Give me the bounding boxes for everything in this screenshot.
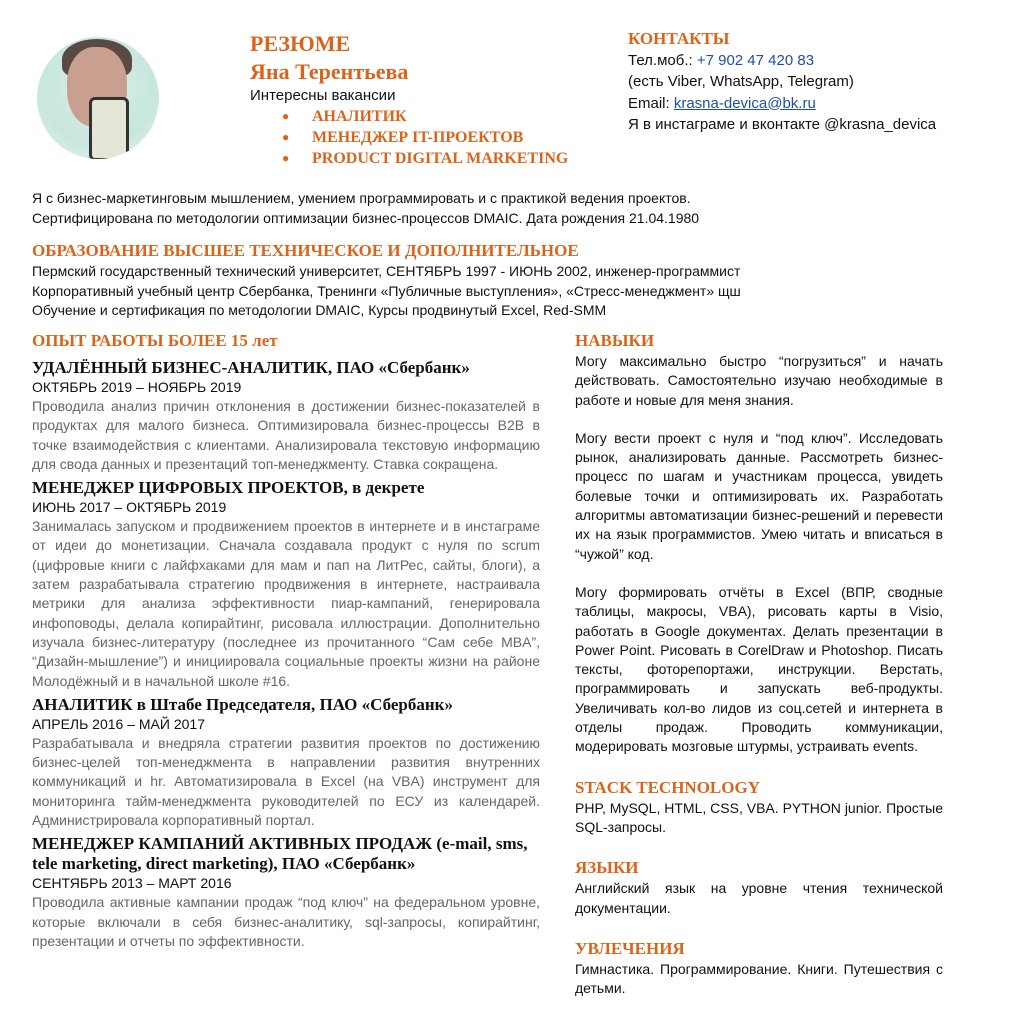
vacancy-item: ● PRODUCT DIGITAL MARKETING [250,148,568,169]
languages-title: ЯЗЫКИ [575,858,639,878]
job [32,358,540,474]
education-item: Обучение и сертификация по методологии DMAIC, Курсы продвинутый Excel, Red-SMM [32,302,607,318]
experience [32,330,540,951]
social: Я в инстаграме и вконтакте @krasna_devica [628,116,937,133]
skills-title: НАВЫКИ [575,331,655,350]
job-title: УДАЛЁННЫЙ БИЗНЕС-АНАЛИТИК, ПАО «Сбербанк» [32,358,470,377]
job-description: Проводила активные кампании продаж “под ключ” на федеральном уровне, которые включали в себя бизнес-аналитику, sql-запросы, копирайтинг, презентации и отчеты по эффективности. [32,894,540,949]
email-link[interactable]: krasna-devica@bk.ru [673,94,816,112]
education-item: Корпоративный учебный центр Сбербанка, Тренинги «Публичные выступления», «Стресс-менеджмент» щш [32,282,741,299]
phone-label: Тел.моб.: [628,51,697,69]
resume-title: РЕЗЮМЕ [250,31,351,56]
education [32,240,741,321]
education-title: ОБРАЗОВАНИЕ ВЫСШЕЕ ТЕХНИЧЕСКОЕ И ДОПОЛНИТЕЛЬНОЕ [32,241,579,260]
profile-photo [37,37,159,159]
skills-paragraph: Могу вести проект с нуля и “под ключ”. Исследовать рынок, анализировать данные. Рассмотреть бизнес-процесс по шагам и участникам процесса, увидеть болевые точки и оптимизировать их. Разработать алгоритмы автоматизации бизнес-решений и перевести их на язык программистов. Умею читать и вписаться в “чужой” код. [575,429,943,562]
job [32,834,540,951]
vacancies-label: Интересны вакансии [250,87,396,104]
job-date: СЕНТЯБРЬ 2013 – МАРТ 2016 [32,875,232,892]
experience-title: ОПЫТ РАБОТЫ БОЛЕЕ 15 лет [32,331,278,350]
contacts-title: КОНТАКТЫ [628,29,730,48]
education-item: Пермский государственный технический университет, СЕНТЯБРЬ 1997 - ИЮНЬ 2002, инженер-программист [32,263,741,279]
job-description: Проводила анализ причин отклонения в достижении бизнес-показателей в продуктах для малого бизнеса. Оптимизировала бизнес-процессы B2B в точке взаимодействия с клиентами. Анализировала текстовую информацию для свода данных и презентаций топ-менеджменту. Ставка сокращена. [32,398,540,472]
vacancy-item: ● АНАЛИТИК [250,106,568,127]
header [250,30,568,169]
person-name: Яна Терентьева [250,59,409,84]
job [32,695,540,830]
skills-paragraph: Могу максимально быстро “погрузиться” и начать действовать. Самостоятельно изучаю необходимые в работе и новые для меня знания. [575,353,943,408]
email-label: Email: [628,94,674,112]
job-date: ИЮНЬ 2017 – ОКТЯБРЬ 2019 [32,499,227,516]
contacts [628,28,936,136]
job-description: Занималась запуском и продвижением проектов в интернете и в инстаграме от идеи до монетизации. Сначала создавала продукт с нуля по scrum (цифровые книги с лайфхаками для мам и пап на ЛитРес, сайты, блоги), а затем разрабатывала стратегию продвижения в интернете, настраивала метрики для анализа эффективности пиар-кампаний, генерировала инфоповоды, делала копирайтинг, рисовала иллюстрации. Дополнительно изучала бизнес-литературу (последнее из прочитанного “Сам себе MBA”, “Дизайн-мышление”) и инициировала социальные проекты жизни на районе Молодёжный и в начальной школе #16. [32,518,540,689]
stack-title: STACK TECHNOLOGY [575,777,760,797]
job-description: Разрабатывала и внедряла стратегии развития проектов по достижению бизнес-целей топ-менеджмента в направлении развития внутренних коммуникаций и hr. Автоматизировала в Excel (на VBA) инструмент для мониторинга тайм-менеджмента руководителей по ЕСУ из календарей. Администрировала корпоративный портал. [32,734,540,829]
job-title: МЕНЕДЖЕР ЦИФРОВЫХ ПРОЕКТОВ, в декрете [32,478,425,498]
languages-text: Английский язык на уровне чтения технической документации. [575,880,943,916]
job-title: АНАЛИТИК в Штабе Председателя, ПАО «Сбербанк» [32,694,453,714]
stack-text: PHP, MySQL, HTML, CSS, VBA. PYTHON junior. Простые SQL-запросы. [575,799,943,835]
intro [32,189,699,228]
phone-image [89,97,129,159]
job-date: АПРЕЛЬ 2016 – МАЙ 2017 [32,715,205,732]
job-title: МЕНЕДЖЕР КАМПАНИЙ АКТИВНЫХ ПРОДАЖ (e-mail, sms, tele marketing, direct marketing), ПАО «Сбербанк» [32,834,528,874]
job [32,478,540,691]
vacancy-item: ● МЕНЕДЖЕР IT-ПРОЕКТОВ [250,127,568,148]
vacancies-list [250,106,568,169]
skills-paragraph: Могу формировать отчёты в Excel (ВПР, сводные таблицы, макросы, VBA), рисовать карты в Visio, работать в Google документах. Делать презентации в Power Point. Рисовать в CorelDraw и Photoshop. Писать тексты, фоторепортажи, инструкции. Верстать, программировать и запускать веб-продукты. Увеличивать кол-во лидов из соц.сетей и интернета в отделы продаж. Проводить коммуникации, модерировать мозговые штурмы, устраивать events. [575,583,943,755]
hobbies-title: УВЛЕЧЕНИЯ [575,938,685,958]
job-date: ОКТЯБРЬ 2019 – НОЯБРЬ 2019 [32,379,242,395]
right-column [575,330,943,1017]
phone-link[interactable]: +7 902 47 420 83 [696,51,815,69]
hobbies-text: Гимнастика. Программирование. Книги. Путешествия с детьми. [575,960,943,997]
intro-line: Сертифицирована по методологии оптимизации бизнес-процессов DMAIC. Дата рождения 21.04.1980 [32,209,700,226]
intro-line: Я с бизнес-маркетинговым мышлением, умением программировать и с практикой ведения проектов. [32,190,691,206]
messengers: (есть Viber, WhatsApp, Telegram) [628,73,854,90]
